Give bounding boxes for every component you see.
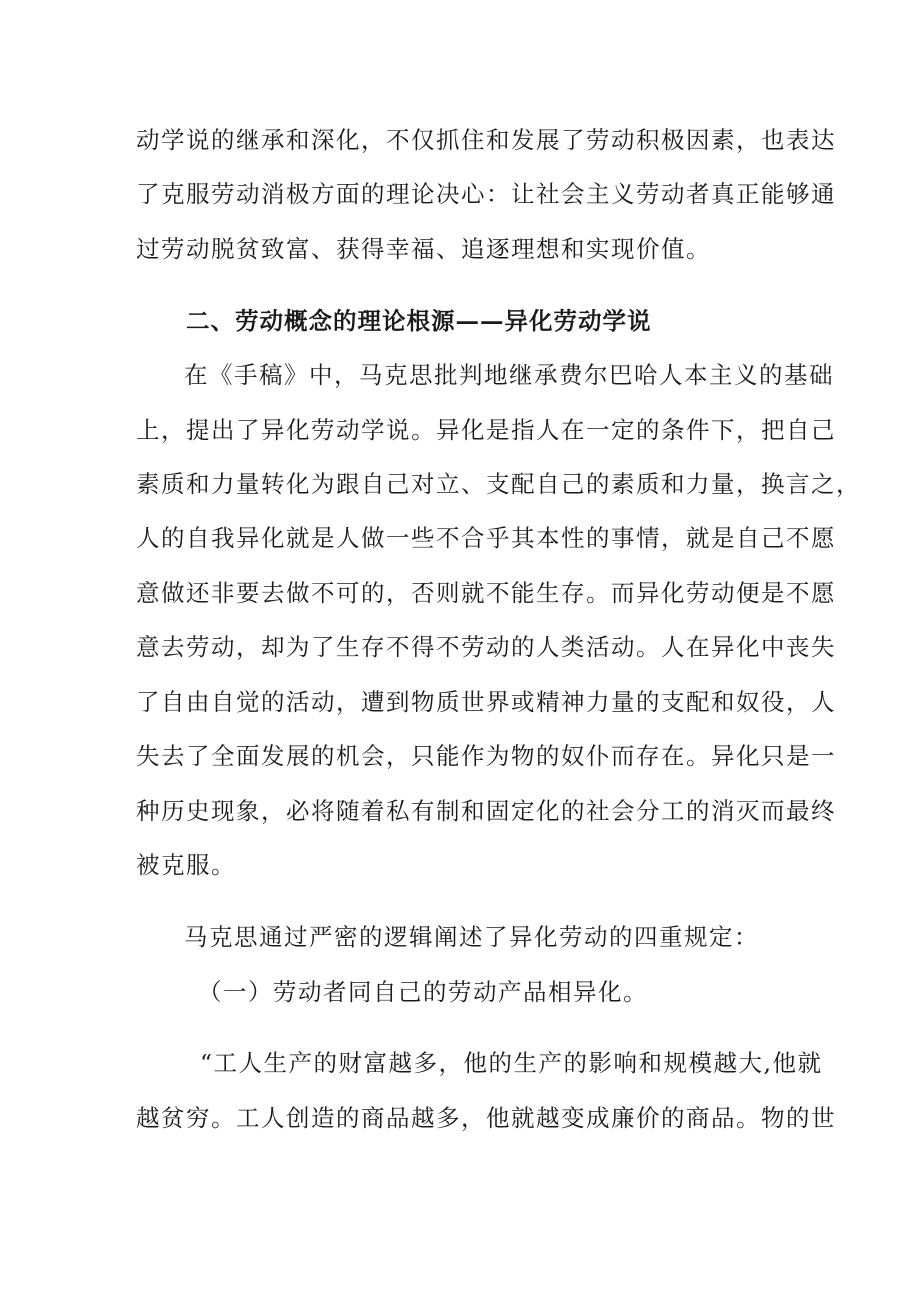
text-line: 种历史现象，必将随着私有制和固定化的社会分工的消灭而最终 <box>136 797 836 825</box>
quote-line: “工人生产的财富越多，他的生产的影响和规模越大,他就 <box>200 1049 823 1077</box>
text-line: 在《手稿》中，马克思批判地继承费尔巴哈人本主义的基础 <box>184 361 834 389</box>
text-line: 动学说的继承和深化，不仅抓住和发展了劳动积极因素，也表达 <box>136 126 836 154</box>
text-line: 了克服劳动消极方面的理论决心：让社会主义劳动者真正能够通 <box>136 180 836 208</box>
quote-line: 越贫穷。工人创造的商品越多，他就越变成廉价的商品。物的世 <box>136 1104 836 1132</box>
section-heading: 二、劳动概念的理论根源——异化劳动学说 <box>186 307 652 335</box>
text-line: 马克思通过严密的逻辑阐述了异化劳动的四重规定： <box>184 923 759 951</box>
text-line: 了自由自觉的活动，遭到物质世界或精神力量的支配和奴役，人 <box>136 688 836 716</box>
subsection-heading: （一）劳动者同自己的劳动产品相异化。 <box>198 978 648 1006</box>
text-line: 过劳动脱贫致富、获得幸福、追逐理想和实现价值。 <box>136 235 711 263</box>
text-line: 被克服。 <box>136 851 236 879</box>
text-line: 意去劳动，却为了生存不得不劳动的人类活动。人在异化中丧失 <box>136 633 836 661</box>
text-line: 失去了全面发展的机会，只能作为物的奴仆而存在。异化只是一 <box>136 742 836 770</box>
text-line: 上，提出了异化劳动学说。异化是指人在一定的条件下，把自己 <box>136 416 836 444</box>
text-line: 素质和力量转化为跟自己对立、支配自己的素质和力量，换言之， <box>136 470 861 498</box>
text-line: 意做还非要去做不可的，否则就不能生存。而异化劳动便是不愿 <box>136 579 836 607</box>
text-line: 人的自我异化就是人做一些不合乎其本性的事情，就是自己不愿 <box>136 524 836 552</box>
